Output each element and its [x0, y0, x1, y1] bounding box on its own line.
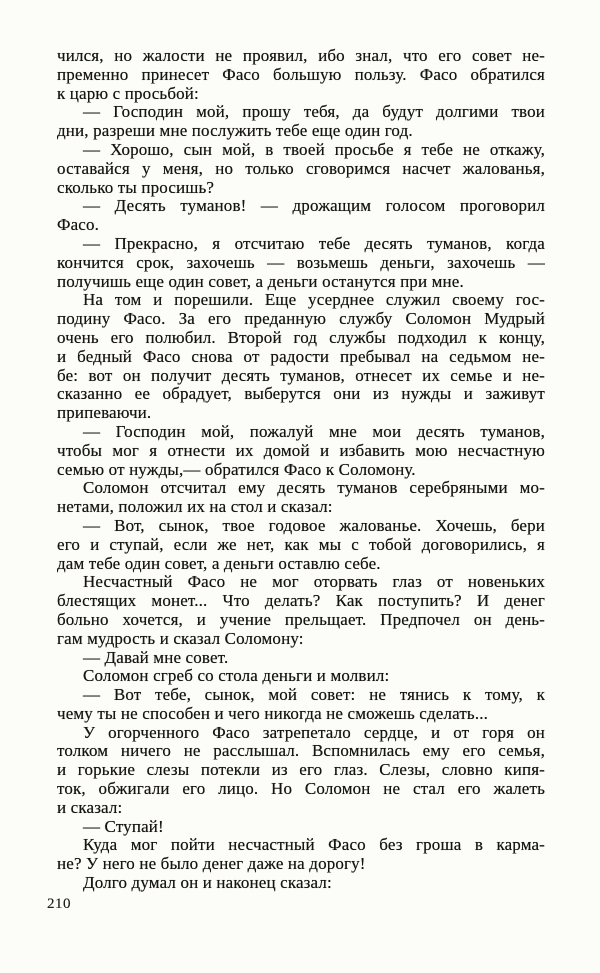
- text-line: очень его полюбил. Второй год службы подходил к концу,: [57, 328, 545, 347]
- text-line: — Хорошо, сын мой, в твоей просьбе я тебе не откажу,: [83, 140, 545, 159]
- text-line: сколько ты просишь?: [57, 178, 215, 197]
- text-line: — Господин мой, пожалуй мне мои десять туманов,: [83, 422, 545, 441]
- text-line: подину Фасо. За его преданную службу Соломон Мудрый: [57, 310, 545, 329]
- text-line: — Прекрасно, я отсчитаю тебе десять туманов, когда: [83, 234, 545, 253]
- text-line: нетами, положил их на стол и сказал:: [57, 498, 333, 517]
- page-text: [57, 47, 545, 893]
- text-line: дни, разреши мне послужить тебе еще один год.: [57, 122, 413, 141]
- text-line: У огорченного Фасо затрепетало сердце, и от горя он: [83, 723, 545, 742]
- text-line: кончится срок, захочешь — возьмешь деньги, захочешь —: [57, 253, 545, 272]
- text-line: чему ты не способен и чего никогда не сможешь сделать...: [57, 704, 489, 723]
- text-line: больно хочется, и учение прельщает. Предпочел он день-: [57, 610, 545, 629]
- text-line: блестящих монет... Что делать? Как поступить? И денег: [57, 592, 545, 611]
- text-line: — Десять туманов! — дрожащим голосом проговорил: [83, 197, 545, 216]
- text-line: Соломон отсчитал ему десять туманов серебряными мо-: [83, 479, 545, 498]
- text-line: — Вот, сынок, твое годовое жалованье. Хочешь, бери: [83, 516, 545, 535]
- text-line: — Господин мой, прошу тебя, да будут долгими твои: [83, 103, 545, 122]
- text-line: ток, обжигали его лицо. Но Соломон не стал его жалеть: [57, 780, 545, 799]
- text-line: — Давай мне совет.: [83, 648, 229, 667]
- text-line: пременно принесет Фасо большую пользу. Фасо обратился: [57, 65, 545, 84]
- text-line: Несчастный Фасо не мог оторвать глаз от новеньких: [83, 573, 545, 592]
- text-line: оставайся у меня, но только сговоримся насчет жалованья,: [57, 159, 545, 178]
- text-line: — Вот тебе, сынок, мой совет: не тянись к тому, к: [83, 686, 545, 705]
- text-line: На том и порешили. Еще усерднее служил своему гос-: [83, 291, 545, 310]
- text-line: сказанно ее обрадует, выберутся они из нужды и заживут: [57, 385, 545, 404]
- text-line: чился, но жалости не проявил, ибо знал, что его совет не-: [57, 47, 545, 65]
- text-line: бе: вот он получит десять туманов, отнесет их семье и не-: [57, 366, 545, 385]
- text-line: семью от нужды,— обратился Фасо к Соломону.: [57, 460, 416, 479]
- text-line: дам тебе один совет, а деньги оставлю себе.: [57, 554, 381, 573]
- text-line: его и ступай, если же нет, как мы с тобой договорились, я: [57, 535, 545, 554]
- text-line: получишь еще один совет, а деньги останутся при мне.: [57, 272, 464, 291]
- text-line: гам мудрость и сказал Соломону:: [57, 629, 304, 648]
- text-line: и сказал:: [57, 798, 123, 817]
- text-line: — Ступай!: [83, 817, 164, 836]
- text-line: припеваючи.: [57, 404, 152, 423]
- page-number: 210: [47, 896, 71, 912]
- text-line: к царю с просьбой:: [57, 84, 199, 103]
- text-line: Соломон сгреб со стола деньги и молвил:: [83, 667, 390, 686]
- text-line: толком ничего не расслышал. Вспомнилась ему его семья,: [57, 742, 545, 761]
- text-line: Долго думал он и наконец сказал:: [83, 874, 332, 893]
- text-line: Фасо.: [57, 216, 100, 235]
- text-line: Куда мог пойти несчастный Фасо без гроша в карма-: [83, 836, 545, 855]
- text-line: и горькие слезы потекли из его глаз. Слезы, словно кипя-: [57, 761, 545, 780]
- text-line: и бедный Фасо снова от радости пребывал на седьмом не-: [57, 347, 545, 366]
- text-line: не? У него не было денег даже на дорогу!: [57, 855, 366, 874]
- text-line: чтобы мог я отнести их домой и избавить мою несчастную: [57, 441, 545, 460]
